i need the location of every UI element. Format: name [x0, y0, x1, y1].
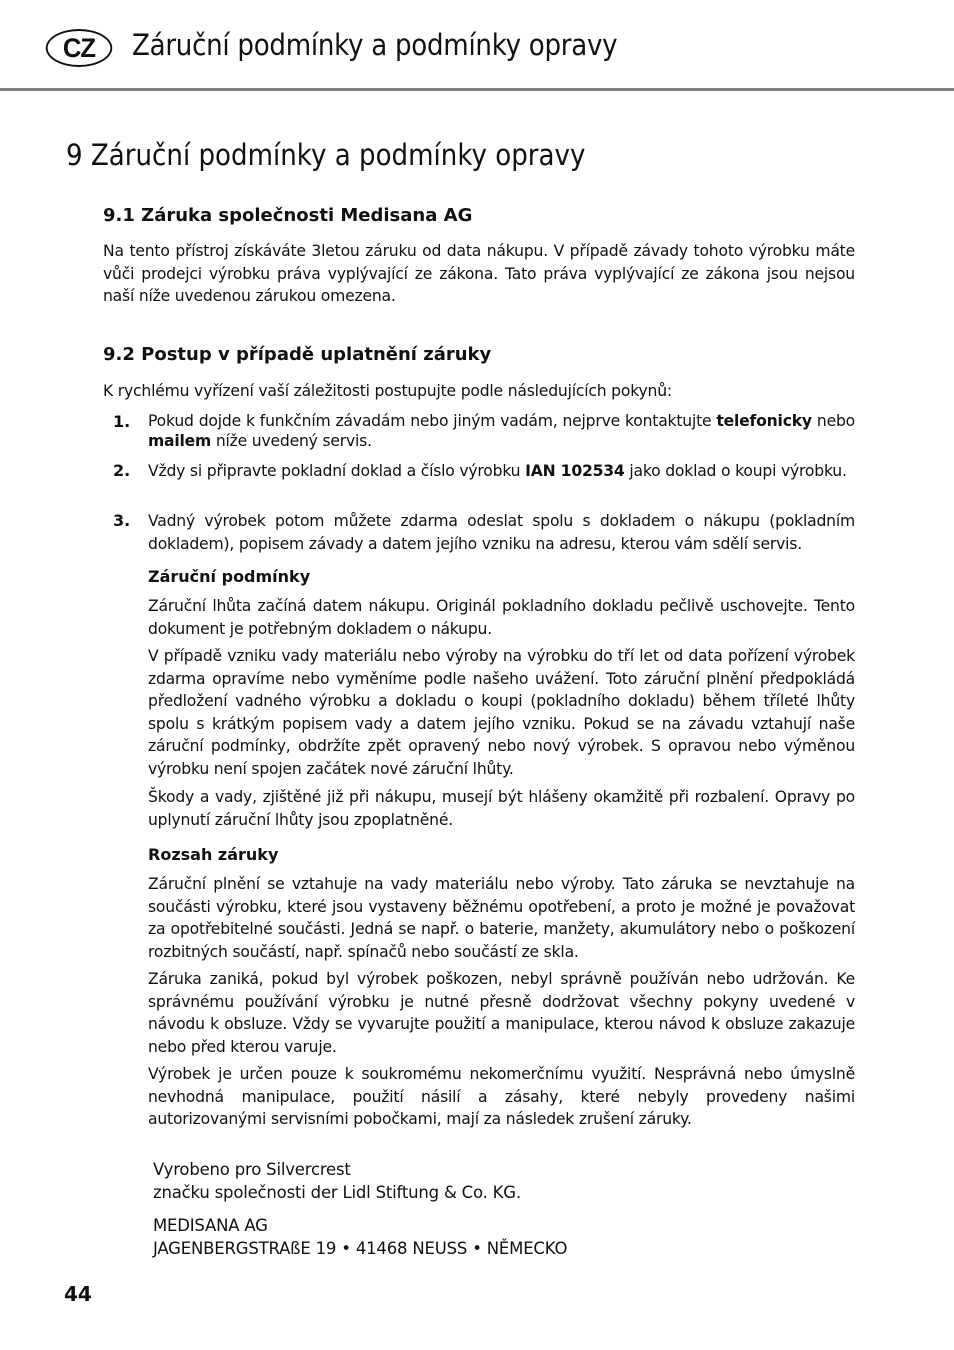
section-9-2-intro: K rychlému vyřízení vaší záležitosti postupujte podle následujících pokynů: — [103, 382, 672, 400]
step-1-text: Pokud dojde k funkčním závadám nebo jiným vadám, nejprve kontaktujte telefonicky nebo mailem níže uvedený servis. — [148, 412, 855, 450]
step-1-bold-mail: mailem — [148, 432, 212, 450]
warranty-scope-paragraph-2: Záruka zaniká, pokud byl výrobek poškozen, nebyl správně používán nebo udržován. Ke správnému používání výrobku je nutné přesně dodržovat všechny pokyny uvedené v návodu k obsluze. Vždy se vyvarujte použití a manipulace, kterou návod k obsluze zakazuje nebo před kterou varuje. — [148, 970, 855, 1056]
step-number-2: 2. — [113, 461, 131, 480]
step-number-3: 3. — [113, 511, 131, 530]
header-title: Záruční podmínky a podmínky opravy — [132, 28, 618, 62]
warranty-scope-title: Rozsah záruky — [148, 845, 279, 864]
country-badge-cz: CZ — [46, 29, 113, 67]
manufactured-for: Vyrobeno pro Silvercrest — [153, 1160, 351, 1179]
step-2-text: Vždy si připravte pokladní doklad a číslo výrobku IAN 102534 jako doklad o koupi výrobku. — [148, 462, 847, 480]
warranty-terms-paragraph-1: Záruční lhůta začíná datem nákupu. Originál pokladního dokladu pečlivě uschovejte. Tento dokument je potřebným dokladem o nákupu. — [148, 597, 855, 638]
warranty-terms-paragraph-2: V případě vzniku vady materiálu nebo výroby na výrobku do tří let od data pořízení výrobek zdarma opravíme nebo vyměníme podle našeho uvážení. Toto záruční plnění předpokládá předložení vadného výrobku a dokladu o koupi (pokladního dokladu) během tříleté lhůty spolu s krátkým popisem vady a datem jejího vzniku. Pokud se na závadu vztahují naše záruční podmínky, obdržíte zpět opravený nebo nový výrobek. S opravou nebo výměnou výrobku není spojen začátek nové záruční lhůty. — [148, 647, 855, 778]
header-divider — [0, 88, 954, 91]
warranty-scope-paragraph-3: Výrobek je určen pouze k soukromému nekomerčnímu využití. Nesprávná nebo úmyslně nevhodná manipulace, použití násilí a zásahy, které nebyly provedeny našimi autorizovanými servisními pobočkami, mají za následek zrušení záruky. — [148, 1065, 855, 1129]
section-title-9-2: 9.2 Postup v případě uplatnění záruky — [103, 344, 492, 365]
step-2-bold-ian: IAN 102534 — [525, 462, 625, 480]
brand-owner: značku společnosti der Lidl Stiftung & Co. KG. — [153, 1183, 521, 1202]
warranty-terms-paragraph-3: Škody a vady, zjištěné již při nákupu, musejí být hlášeny okamžitě při rozbalení. Opravy po uplynutí záruční lhůty jsou zpoplatněné. — [148, 788, 855, 829]
section-9-1-body: Na tento přístroj získáváte 3letou záruku od data nákupu. V případě závady tohoto výrobku máte vůči prodejci výrobku práva vyplývající ze zákona. Tato práva vyplývající ze zákona jsou nejsou naší níže uvedenou zárukou omezena. — [103, 242, 855, 306]
chapter-title: 9 Záruční podmínky a podmínky opravy — [66, 138, 586, 172]
page-number: 44 — [64, 1282, 92, 1306]
page-header — [0, 0, 954, 90]
step-number-1: 1. — [113, 412, 131, 431]
step-1-bold-phone: telefonicky — [716, 412, 812, 430]
warranty-scope-paragraph-1: Záruční plnění se vztahuje na vady materiálu nebo výroby. Tato záruka se nevztahuje na součásti výrobku, které jsou vystaveny běžnému opotřebení, a proto je možné je považovat za opotřebitelné součásti. Jedná se např. o baterie, manžety, akumulátory nebo o poškození rozbitných součástí, např. spínačů nebo součástí ze skla. — [148, 875, 855, 961]
warranty-terms-title: Záruční podmínky — [148, 567, 311, 586]
section-title-9-1: 9.1 Záruka společnosti Medisana AG — [103, 205, 473, 226]
company-address: JAGENBERGSTRAßE 19 • 41468 NEUSS • NĚMECKO — [153, 1239, 568, 1258]
company-name: MEDISANA AG — [153, 1216, 268, 1235]
step-3-text: Vadný výrobek potom můžete zdarma odeslat spolu s dokladem o nákupu (pokladním dokladem), popisem závady a datem jejího vzniku na adresu, kterou vám sdělí servis. — [148, 512, 855, 553]
